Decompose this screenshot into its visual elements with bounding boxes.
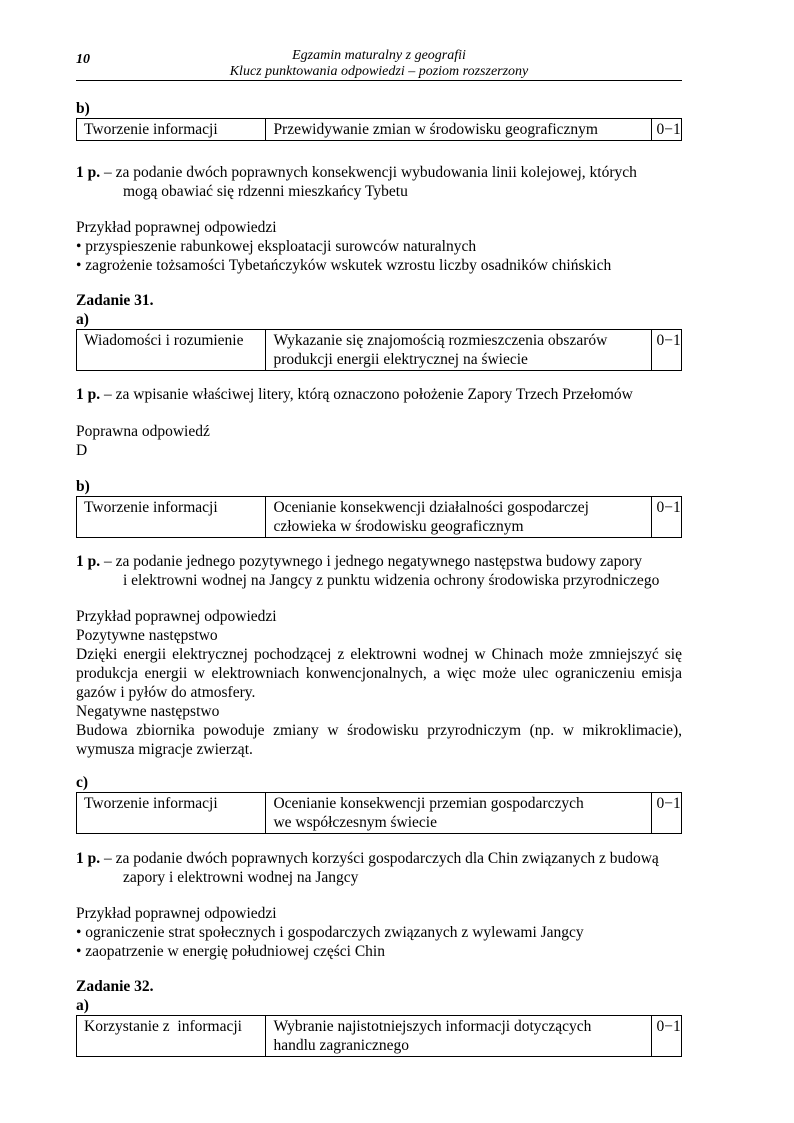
score-cell: 0−1 [652,793,682,834]
points-value: 1 p. [76,164,101,181]
task-title: Zadanie 32. [76,978,154,995]
criteria-table [76,329,682,371]
subtask-label: b) [76,478,90,495]
requirement-line: handlu zagranicznego [273,1037,409,1054]
task-31-c [76,773,682,834]
skill-cell: Tworzenie informacji [77,497,266,538]
points-text: – za wpisanie właściwej litery, którą oznaczono położenie Zapory Trzech Przełomów [100,386,633,403]
points-value: 1 p. [76,553,101,570]
page-number: 10 [76,52,90,67]
requirement-line: Wykazanie się znajomością rozmieszczenia obszarów [273,332,608,349]
requirement-cell [266,497,652,538]
example-item: • zagrożenie tożsamości Tybetańczyków wskutek wzrostu liczby osadników chińskich [76,257,612,274]
points-text-cont: mogą obawiać się rdzenni mieszkańcy Tybetu [123,183,408,200]
header-line-1: Egzamin maturalny z geografii [292,48,466,63]
header-title [76,48,682,80]
example-item: • przyspieszenie rabunkowej eksploatacji surowców naturalnych [76,238,477,255]
example-title: Przykład poprawnej odpowiedzi [76,608,277,625]
criteria-table [76,1015,682,1057]
answer-value: D [76,442,88,459]
points-text: – za podanie jednego pozytywnego i jednego negatywnego następstwa budowy zapory [100,553,643,570]
subtask-label: a) [76,311,89,328]
scoring-rule [76,163,682,201]
scoring-rule [76,849,682,887]
example-answer [76,607,682,759]
task-32 [76,977,682,1057]
positive-text: Dzięki energii elektrycznej pochodzącej z elektrowni wodnej w Chinach może zmniejszyć się produkcja energii w elektrowniach konwencjonalnych, a więc może ulec ograniczeniu emisja gazów i pyłów do atmosfery. [76,646,682,701]
example-title: Przykład poprawnej odpowiedzi [76,219,277,236]
points-value: 1 p. [76,386,101,403]
skill-cell: Tworzenie informacji [77,119,266,141]
example-item: • ograniczenie strat społecznych i gospodarczych związanych z wylewami Jangcy [76,924,584,941]
subtask-label: b) [76,100,90,117]
requirement-line: człowieka w środowisku geograficznym [273,518,524,535]
points-text-cont: zapory i elektrowni wodnej na Jangcy [123,869,359,886]
subtask-label: a) [76,997,89,1014]
requirement-cell [266,793,652,834]
example-item: • zaopatrzenie w energię południowej części Chin [76,943,385,960]
scoring-rule [76,552,682,590]
subtask-label: c) [76,774,89,791]
requirement-cell [266,330,652,371]
section-b-tibet [76,99,682,141]
example-answer [76,218,682,275]
correct-answer [76,422,682,460]
skill-cell: Tworzenie informacji [77,793,266,834]
points-text: – za podanie dwóch poprawnych konsekwencji wybudowania linii kolejowej, których [100,164,637,181]
score-cell: 0−1 [652,497,682,538]
page-header [76,48,682,81]
criteria-table [76,118,682,141]
answer-title: Poprawna odpowiedź [76,423,210,440]
points-text: – za podanie dwóch poprawnych korzyści gospodarczych dla Chin związanych z budową [100,850,659,867]
requirement-line: Wybranie najistotniejszych informacji dotyczących [273,1018,592,1035]
score-cell: 0−1 [652,1016,682,1057]
negative-text: Budowa zbiornika powoduje zmiany w środowisku przyrodniczym (np. w mikroklimacie), wymusza migracje zwierząt. [76,722,682,758]
header-line-2: Klucz punktowania odpowiedzi – poziom rozszerzony [229,64,529,79]
negative-title: Negatywne następstwo [76,703,220,720]
requirement-line: Ocenianie konsekwencji przemian gospodarczych [273,795,584,812]
skill-cell: Korzystanie z informacji [77,1016,266,1057]
scoring-rule [76,385,682,404]
criteria-table [76,792,682,834]
criteria-table [76,496,682,538]
requirement-cell [266,1016,652,1057]
score-cell: 0−1 [652,330,682,371]
positive-title: Pozytywne następstwo [76,627,218,644]
score-cell: 0−1 [652,119,682,141]
requirement-cell: Przewidywanie zmian w środowisku geograficznym [266,119,652,141]
requirement-line: Ocenianie konsekwencji działalności gospodarczej [273,499,589,516]
example-answer [76,904,682,961]
task-31 [76,291,682,371]
requirement-line: produkcji energii elektrycznej na świecie [273,351,528,368]
task-31-b [76,477,682,538]
points-value: 1 p. [76,850,101,867]
skill-cell: Wiadomości i rozumienie [77,330,266,371]
requirement-line: we współczesnym świecie [273,814,437,831]
points-text-cont: i elektrowni wodnej na Jangcy z punktu widzenia ochrony środowiska przyrodniczego [123,572,660,589]
task-title: Zadanie 31. [76,292,154,309]
example-title: Przykład poprawnej odpowiedzi [76,905,277,922]
